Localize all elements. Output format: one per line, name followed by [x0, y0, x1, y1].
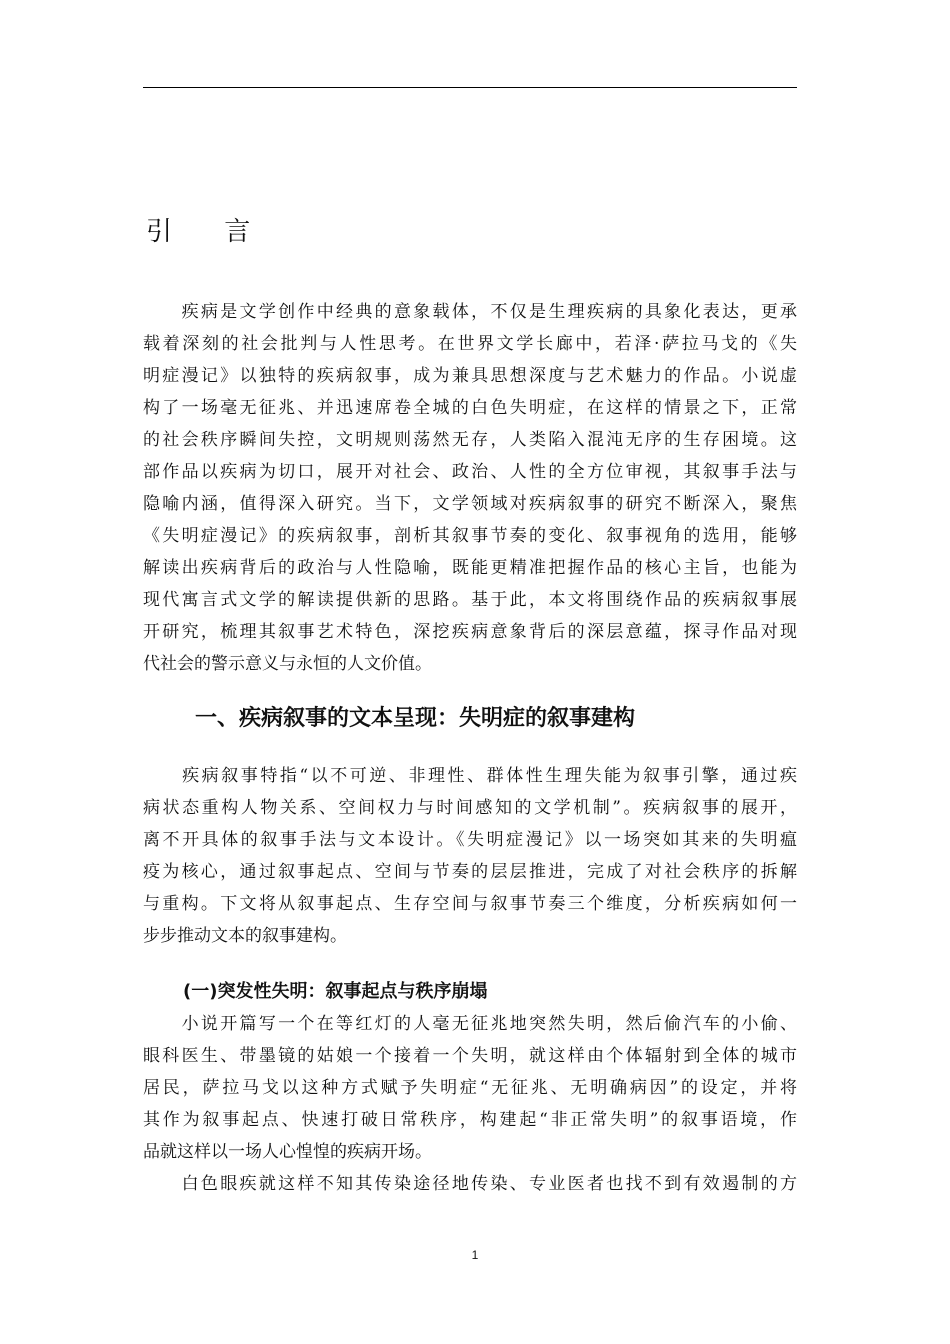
paragraph-line: 开研究，梳理其叙事艺术特色，深挖疾病意象背后的深层意蕴，探寻作品对现	[143, 622, 797, 642]
paragraph-line: 疾病是文学创作中经典的意象载体，不仅是生理疾病的具象化表达，更承	[143, 302, 797, 322]
paragraph-line: 步步推动文本的叙事建构。	[143, 926, 347, 946]
paragraph-line: 代社会的警示意义与永恒的人文价值。	[143, 654, 432, 674]
paragraph-line: 隐喻内涵，值得深入研究。当下，文学领域对疾病叙事的研究不断深入，聚焦	[143, 494, 797, 514]
section-paragraph	[143, 760, 797, 952]
header-rule	[143, 87, 797, 88]
paragraph-line: 明症漫记》以独特的疾病叙事，成为兼具思想深度与艺术魅力的作品。小说虚	[143, 366, 797, 386]
paragraph-line: 离不开具体的叙事手法与文本设计。《失明症漫记》以一场突如其来的失明瘟	[143, 830, 797, 850]
paragraph-line: 部作品以疾病为切口，展开对社会、政治、人性的全方位审视，其叙事手法与	[143, 462, 797, 482]
paragraph-line: 疾病叙事特指“以不可逆、非理性、群体性生理失能为叙事引擎，通过疾	[143, 766, 797, 786]
paragraph-line: 眼科医生、带墨镜的姑娘一个接着一个失明，就这样由个体辐射到全体的城市	[143, 1046, 797, 1066]
paragraph-line: 病状态重构人物关系、空间权力与时间感知的文学机制”。疾病叙事的展开，	[143, 798, 797, 818]
paragraph-line: 小说开篇写一个在等红灯的人毫无征兆地突然失明，然后偷汽车的小偷、	[143, 1014, 797, 1034]
page-number: 1	[471, 1248, 479, 1262]
paragraph-line: 白色眼疾就这样不知其传染途径地传染、专业医者也找不到有效遏制的方	[143, 1174, 797, 1194]
paragraph-line: 疫为核心，通过叙事起点、空间与节奏的层层推进，完成了对社会秩序的拆解	[143, 862, 797, 882]
paragraph-line: 构了一场毫无征兆、并迅速席卷全城的白色失明症，在这样的情景之下，正常	[143, 398, 797, 418]
paragraph-line: 居民，萨拉马戈以这种方式赋予失明症“无征兆、无明确病因”的设定，并将	[143, 1078, 797, 1098]
paragraph-line: 载着深刻的社会批判与人性思考。在世界文学长廊中，若泽·萨拉马戈的《失	[143, 334, 797, 354]
paragraph-line: 现代寓言式文学的解读提供新的思路。基于此，本文将围绕作品的疾病叙事展	[143, 590, 797, 610]
paragraph-line: 与重构。下文将从叙事起点、生存空间与叙事节奏三个维度，分析疾病如何一	[143, 894, 797, 914]
section-heading: 一、疾病叙事的文本呈现：失明症的叙事建构	[195, 706, 636, 731]
subsection-paragraph	[143, 1008, 797, 1200]
paragraph-line: 其作为叙事起点、快速打破日常秩序，构建起“非正常失明”的叙事语境，作	[143, 1110, 797, 1130]
paragraph-line: 解读出疾病背后的政治与人性隐喻，既能更精准把握作品的核心主旨，也能为	[143, 558, 797, 578]
intro-paragraph	[143, 296, 797, 680]
paragraph-line: 的社会秩序瞬间失控，文明规则荡然无存，人类陷入混沌无序的生存困境。这	[143, 430, 797, 450]
subsection-heading: (一)突发性失明：叙事起点与秩序崩塌	[183, 981, 488, 1002]
paragraph-line: 品就这样以一场人心惶惶的疾病开场。	[143, 1142, 432, 1162]
intro-title: 引 言	[146, 217, 273, 247]
paragraph-line: 《失明症漫记》的疾病叙事，剖析其叙事节奏的变化、叙事视角的选用，能够	[143, 526, 797, 546]
